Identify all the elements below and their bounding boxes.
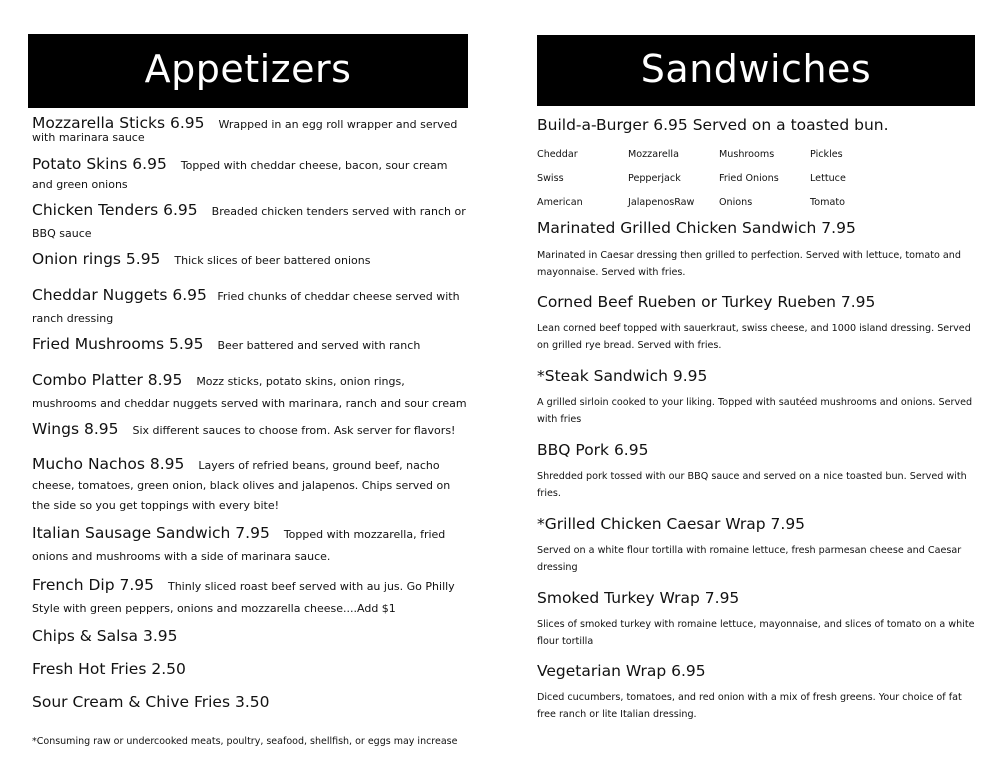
item-name: Corned Beef Rueben or Turkey Rueben 7.95 bbox=[537, 293, 876, 311]
menu-item bbox=[537, 515, 975, 576]
menu-item bbox=[32, 454, 468, 516]
topping: Mozzarella bbox=[628, 149, 679, 160]
item-desc: Six different sauces to choose from. Ask server for flavors! bbox=[132, 424, 456, 437]
menu-item bbox=[32, 114, 468, 144]
topping: Onions bbox=[719, 197, 753, 208]
item-name: *Steak Sandwich 9.95 bbox=[537, 367, 708, 385]
menu-item bbox=[537, 589, 975, 650]
topping: Pepperjack bbox=[628, 173, 681, 184]
item-name: Mucho Nachos 8.95 bbox=[32, 455, 185, 473]
item-name: Vegetarian Wrap 6.95 bbox=[537, 662, 706, 680]
item-name: Italian Sausage Sandwich 7.95 bbox=[32, 524, 270, 542]
menu-item-burger bbox=[537, 115, 975, 134]
item-name: Potato Skins 6.95 bbox=[32, 155, 167, 173]
menu-item bbox=[32, 626, 468, 645]
footnote: *Consuming raw or undercooked meats, poultry, seafood, shellfish, or eggs may increase bbox=[32, 736, 458, 747]
item-name: Fried Mushrooms 5.95 bbox=[32, 335, 204, 353]
item-desc: Beer battered and served with ranch bbox=[217, 339, 421, 352]
item-name: Sour Cream & Chive Fries 3.50 bbox=[32, 693, 270, 711]
menu-item bbox=[537, 441, 975, 502]
topping: Fried Onions bbox=[719, 173, 779, 184]
menu-item bbox=[32, 250, 468, 270]
item-name: BBQ Pork 6.95 bbox=[537, 441, 649, 459]
topping: Swiss bbox=[537, 173, 564, 184]
item-name: Chips & Salsa 3.95 bbox=[32, 627, 178, 645]
menu-item bbox=[32, 335, 468, 355]
item-desc: A grilled sirloin cooked to your liking. Topped with sautéed mushrooms and onions. Served with fries bbox=[537, 397, 973, 425]
item-desc: Served on a white flour tortilla with romaine lettuce, fresh parmesan cheese and Caesar dressing bbox=[537, 545, 962, 573]
menu-item bbox=[537, 219, 975, 281]
menu-item bbox=[32, 522, 468, 568]
item-desc: Breaded chicken tenders served with ranch or BBQ sauce bbox=[32, 205, 466, 240]
item-desc: Topped with cheddar cheese, bacon, sour cream and green onions bbox=[32, 159, 448, 191]
menu-item bbox=[32, 574, 468, 620]
item-name: *Grilled Chicken Caesar Wrap 7.95 bbox=[537, 515, 806, 533]
sandwiches-column bbox=[537, 0, 975, 720]
item-desc: Diced cucumbers, tomatoes, and red onion with a mix of fresh greens. Your choice of fat free ranch or lite Italian dressing. bbox=[537, 692, 962, 720]
item-desc: Thick slices of beer battered onions bbox=[174, 254, 371, 267]
burger-toppings bbox=[537, 146, 917, 212]
item-desc: Wrapped in an egg roll wrapper and served with marinara sauce bbox=[32, 118, 458, 144]
item-name: Wings 8.95 bbox=[32, 420, 119, 438]
topping: Cheddar bbox=[537, 149, 578, 160]
item-name: Fresh Hot Fries 2.50 bbox=[32, 660, 186, 678]
item-name: Onion rings 5.95 bbox=[32, 250, 161, 268]
topping: JalapenosRaw bbox=[628, 197, 695, 208]
menu-item bbox=[537, 367, 975, 428]
item-desc: Topped with mozzarella, fried onions and mushrooms with a side of marinara sauce. bbox=[32, 528, 446, 563]
appetizers-title: Appetizers bbox=[28, 34, 468, 108]
item-name: Build-a-Burger 6.95 Served on a toasted bun. bbox=[537, 116, 889, 134]
item-desc: Slices of smoked turkey with romaine lettuce, mayonnaise, and slices of tomato on a white flour tortilla bbox=[537, 619, 975, 647]
item-name: Cheddar Nuggets 6.95 bbox=[32, 286, 207, 304]
menu-item bbox=[32, 659, 468, 678]
menu-item bbox=[32, 284, 468, 330]
menu-item bbox=[32, 692, 468, 711]
menu-item bbox=[32, 199, 468, 245]
item-desc: Lean corned beef topped with sauerkraut, swiss cheese, and 1000 island dressing. Served on grilled rye bread. Served with fries. bbox=[537, 323, 971, 351]
item-name: Smoked Turkey Wrap 7.95 bbox=[537, 589, 740, 607]
item-name: French Dip 7.95 bbox=[32, 576, 154, 594]
item-desc: Mozz sticks, potato skins, onion rings, mushrooms and cheddar nuggets served with marinara, ranch and sour cream bbox=[32, 375, 467, 410]
menu-item bbox=[32, 369, 468, 415]
item-desc: Marinated in Caesar dressing then grilled to perfection. Served with lettuce, tomato and mayonnaise. Served with fries. bbox=[537, 250, 961, 278]
menu-item bbox=[537, 293, 975, 354]
menu-item bbox=[537, 662, 975, 723]
item-desc: Shredded pork tossed with our BBQ sauce and served on a nice toasted bun. Served with fries. bbox=[537, 471, 967, 499]
topping: Mushrooms bbox=[719, 149, 775, 160]
topping: Pickles bbox=[810, 149, 843, 160]
topping: American bbox=[537, 197, 583, 208]
item-desc: Layers of refried beans, ground beef, nacho cheese, tomatoes, green onion, black olives and jalapenos. Chips served on the side so you get toppings with every bite! bbox=[32, 459, 451, 512]
topping: Tomato bbox=[810, 197, 845, 208]
item-desc: Thinly sliced roast beef served with au jus. Go Philly Style with green peppers, onions and mozzarella cheese....Add $1 bbox=[32, 580, 455, 615]
topping: Lettuce bbox=[810, 173, 846, 184]
item-name: Chicken Tenders 6.95 bbox=[32, 201, 198, 219]
item-name: Mozzarella Sticks 6.95 bbox=[32, 114, 205, 132]
item-name: Marinated Grilled Chicken Sandwich 7.95 bbox=[537, 219, 856, 237]
sandwiches-title: Sandwiches bbox=[537, 35, 975, 106]
menu-item bbox=[32, 155, 468, 194]
item-desc: Fried chunks of cheddar cheese served with ranch dressing bbox=[32, 290, 460, 325]
item-name: Combo Platter 8.95 bbox=[32, 371, 183, 389]
menu-item bbox=[32, 420, 468, 440]
appetizers-column bbox=[28, 0, 468, 747]
